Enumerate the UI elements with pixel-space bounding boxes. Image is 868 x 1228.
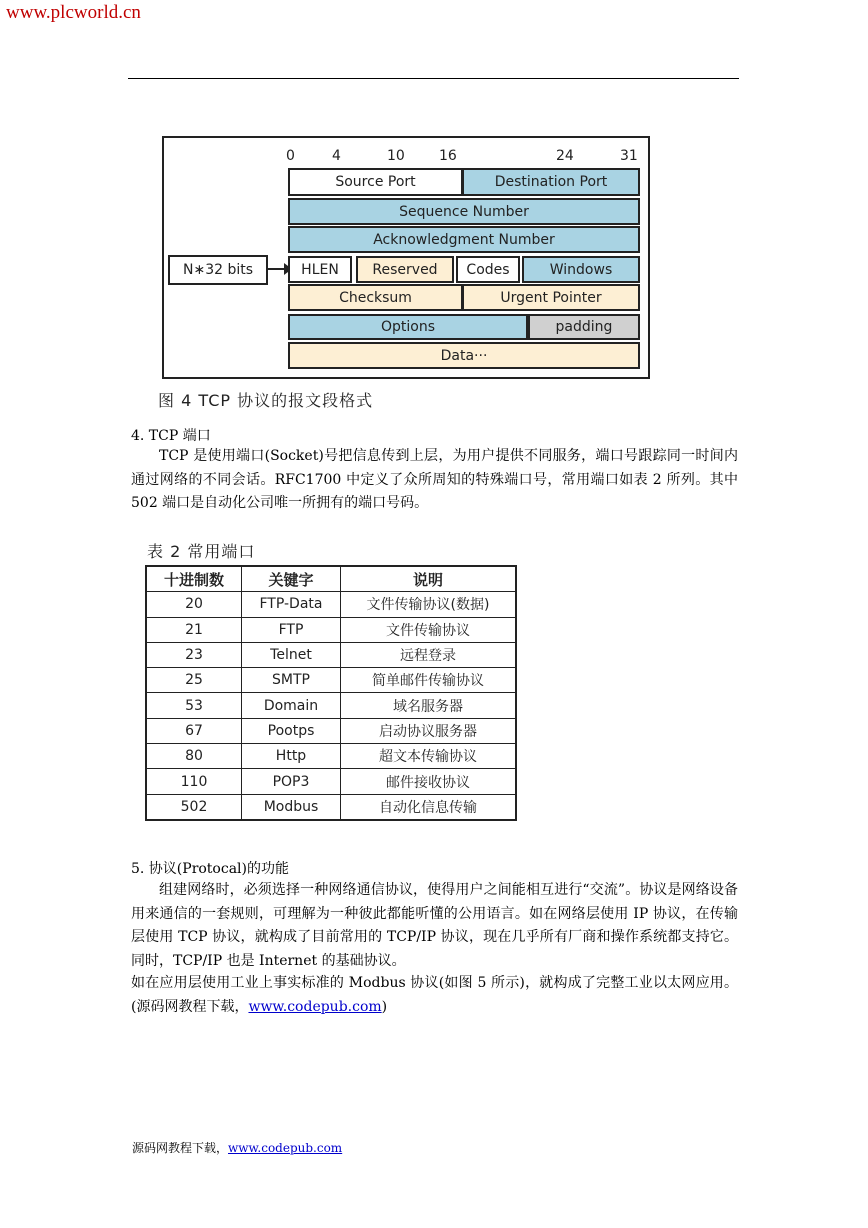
header-rule bbox=[128, 78, 739, 79]
port-description: 启动协议服务器 bbox=[341, 718, 517, 743]
port-keyword: FTP bbox=[242, 617, 341, 642]
field-source-port: Source Port bbox=[288, 168, 463, 196]
bit-label-4: 4 bbox=[332, 148, 341, 164]
port-description: 文件传输协议(数据) bbox=[341, 592, 517, 617]
section-5-heading: 5. 协议(Protocal)的功能 bbox=[131, 861, 289, 877]
table-caption: 表 2 常用端口 bbox=[147, 542, 256, 561]
port-number: 53 bbox=[146, 693, 242, 718]
port-number: 80 bbox=[146, 744, 242, 769]
common-ports-table bbox=[145, 565, 517, 821]
table-row bbox=[146, 769, 516, 794]
section-5-paragraph-1: 组建网络时，必须选择一种网络通信协议，使得用户之间能相互进行“交流”。协议是网络设备用来通信的一套规则，可理解为一种彼此都能听懂的公用语言。如在网络层使用 IP 协议，在传输层使用 TCP 协议，就构成了目前常用的 TCP/IP 协议，现在几乎所有厂商和操作系统都支持它。同时，TCP/IP 也是 Internet 的基础协议。 bbox=[131, 882, 738, 969]
port-number: 23 bbox=[146, 642, 242, 667]
port-keyword: Telnet bbox=[242, 642, 341, 667]
field-sequence-number: Sequence Number bbox=[288, 198, 640, 225]
table-row bbox=[146, 744, 516, 769]
port-description: 邮件接收协议 bbox=[341, 769, 517, 794]
field-padding: padding bbox=[528, 314, 640, 340]
port-number: 21 bbox=[146, 617, 242, 642]
port-keyword: FTP-Data bbox=[242, 592, 341, 617]
field-hlen: HLEN bbox=[288, 256, 352, 283]
n32-bits-label: N∗32 bits bbox=[168, 255, 268, 285]
codepub-link[interactable]: www.codepub.com bbox=[248, 998, 382, 1015]
field-windows: Windows bbox=[522, 256, 640, 283]
field-codes: Codes bbox=[456, 256, 520, 283]
bit-label-31: 31 bbox=[620, 148, 638, 164]
page-footer bbox=[132, 1139, 342, 1156]
port-description: 简单邮件传输协议 bbox=[341, 668, 517, 693]
port-keyword: Http bbox=[242, 744, 341, 769]
port-description: 域名服务器 bbox=[341, 693, 517, 718]
port-description: 超文本传输协议 bbox=[341, 744, 517, 769]
section-5-paragraph-2 bbox=[131, 972, 738, 1019]
table-row bbox=[146, 642, 516, 667]
field-urgent-pointer: Urgent Pointer bbox=[462, 284, 640, 311]
table-row bbox=[146, 693, 516, 718]
header-description: 说明 bbox=[341, 566, 517, 592]
port-number: 110 bbox=[146, 769, 242, 794]
port-keyword: Domain bbox=[242, 693, 341, 718]
figure-caption: 图 4 TCP 协议的报文段格式 bbox=[158, 391, 374, 410]
port-keyword: SMTP bbox=[242, 668, 341, 693]
table-row bbox=[146, 592, 516, 617]
field-options: Options bbox=[288, 314, 528, 340]
site-url[interactable]: www.plcworld.cn bbox=[6, 2, 141, 23]
field-reserved: Reserved bbox=[356, 256, 454, 283]
port-number: 502 bbox=[146, 794, 242, 820]
port-number: 20 bbox=[146, 592, 242, 617]
paragraph-2-end: ) bbox=[381, 998, 388, 1015]
table-row bbox=[146, 668, 516, 693]
port-keyword: POP3 bbox=[242, 769, 341, 794]
bit-label-16: 16 bbox=[439, 148, 457, 164]
field-destination-port: Destination Port bbox=[462, 168, 640, 196]
port-description: 自动化信息传输 bbox=[341, 794, 517, 820]
section-4-paragraph: TCP 是使用端口(Socket)号把信息传到上层，为用户提供不同服务，端口号跟踪同一时间内通过网络的不同会话。RFC1700 中定义了众所周知的特殊端口号，常用端口如表 2 所列。其中 502 端口是自动化公司唯一所拥有的端口号码。 bbox=[131, 448, 738, 511]
port-number: 67 bbox=[146, 718, 242, 743]
port-keyword: Pootps bbox=[242, 718, 341, 743]
bit-label-24: 24 bbox=[556, 148, 574, 164]
port-number: 25 bbox=[146, 668, 242, 693]
field-checksum: Checksum bbox=[288, 284, 463, 311]
header-decimal: 十进制数 bbox=[146, 566, 242, 592]
tcp-segment-diagram bbox=[162, 136, 650, 379]
header-keyword: 关键字 bbox=[242, 566, 341, 592]
section-4-heading: 4. TCP 端口 bbox=[131, 428, 211, 444]
port-description: 远程登录 bbox=[341, 642, 517, 667]
paragraph-2-text: 如在应用层使用工业上事实标准的 Modbus 协议(如图 5 所示)，就构成了完整工业以太网应用。(源码网教程下载， bbox=[131, 975, 738, 1015]
table-row bbox=[146, 718, 516, 743]
bit-label-0: 0 bbox=[286, 148, 295, 164]
port-description: 文件传输协议 bbox=[341, 617, 517, 642]
field-data: Data··· bbox=[288, 342, 640, 369]
bit-label-10: 10 bbox=[387, 148, 405, 164]
port-keyword: Modbus bbox=[242, 794, 341, 820]
footer-text: 源码网教程下载， bbox=[132, 1141, 229, 1155]
table-header-row bbox=[146, 566, 516, 592]
field-ack-number: Acknowledgment Number bbox=[288, 226, 640, 253]
table-row bbox=[146, 794, 516, 820]
table-row bbox=[146, 617, 516, 642]
footer-link[interactable]: www.codepub.com bbox=[228, 1141, 343, 1155]
